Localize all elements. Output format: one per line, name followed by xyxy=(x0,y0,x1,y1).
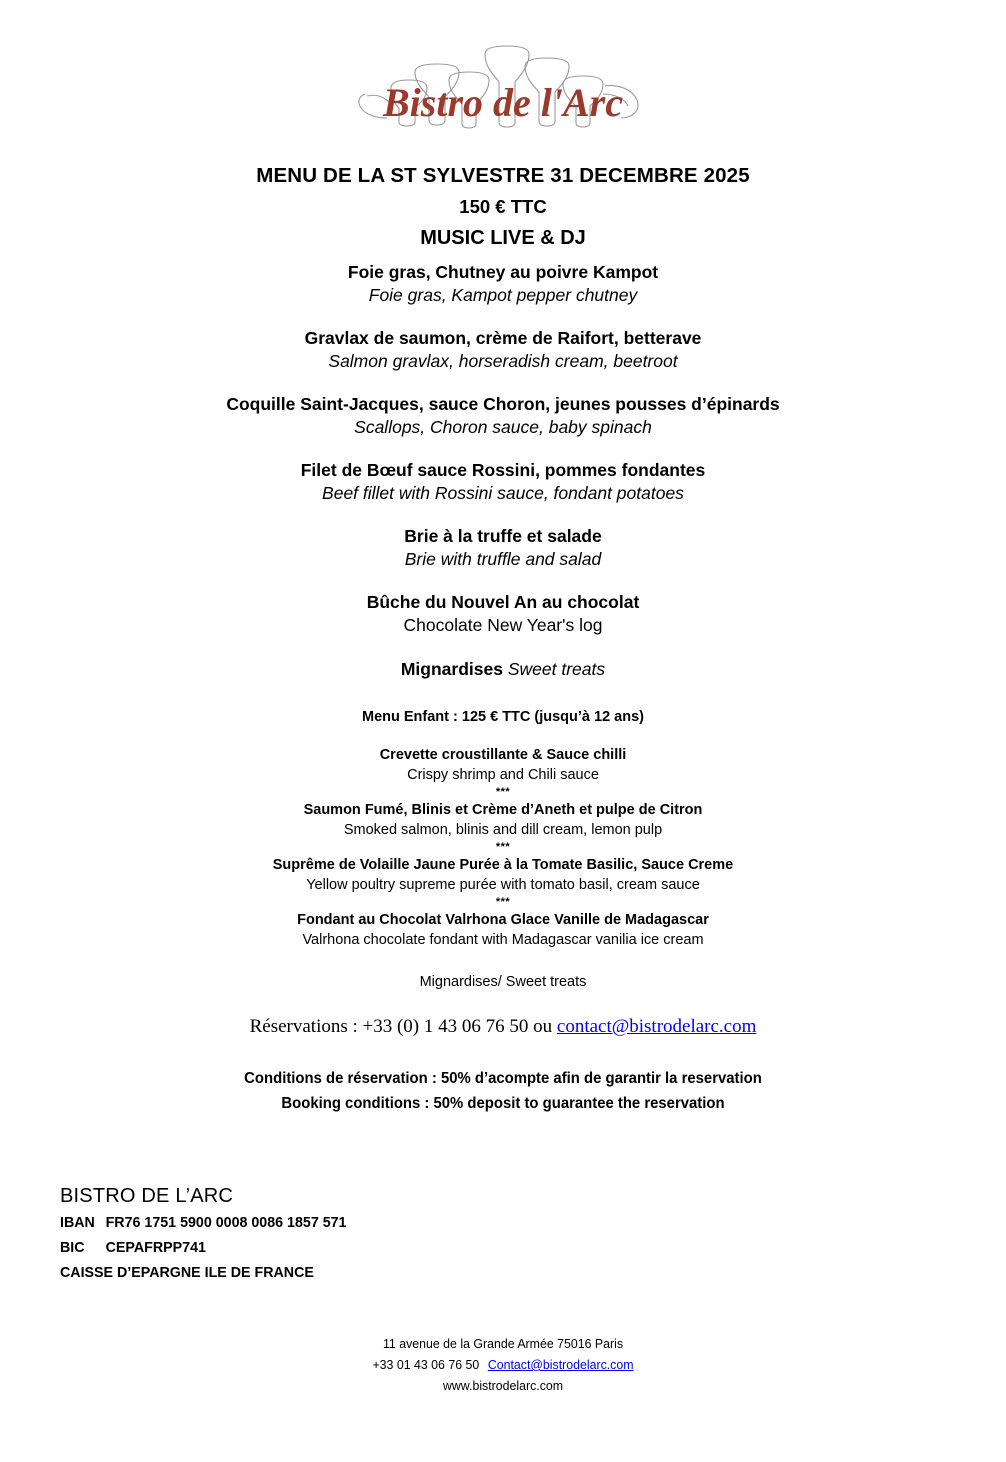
bic-value: CEPAFRPP741 xyxy=(105,1239,206,1256)
child-course-name-fr: Saumon Fumé, Blinis et Crème d’Aneth et pulpe de Citron xyxy=(303,802,703,818)
course-name-fr: Brie à la truffe et salade xyxy=(404,526,602,546)
course-name-fr: Foie gras, Chutney au poivre Kampot xyxy=(347,262,659,282)
course-name-fr: Coquille Saint-Jacques, sauce Choron, jeunes pousses d’épinards xyxy=(226,394,780,414)
adult-menu-courses xyxy=(0,261,1006,637)
child-course-name-en: Valrhona chocolate fondant with Madagascar vanilia ice cream xyxy=(302,932,704,948)
course-name-en: Foie gras, Kampot pepper chutney xyxy=(368,285,638,305)
course-name-en: Chocolate New Year's log xyxy=(403,615,603,635)
course-name-fr: Bûche du Nouvel An au chocolat xyxy=(366,592,640,612)
course-name-fr: Gravlax de saumon, crème de Raifort, betterave xyxy=(304,328,702,348)
booking-conditions xyxy=(0,1066,1006,1116)
course-name-fr: Filet de Bœuf sauce Rossini, pommes fondantes xyxy=(300,460,706,480)
course-separator: *** xyxy=(495,841,511,853)
menu-header xyxy=(0,162,1006,252)
reservations-line xyxy=(0,1014,1006,1040)
bic-label: BIC xyxy=(60,1239,85,1256)
reservations-text: Réservations : +33 (0) 1 43 06 76 50 ou xyxy=(249,1016,557,1037)
menu-course xyxy=(0,591,1006,637)
footer-website: www.bistrodelarc.com xyxy=(442,1378,564,1393)
child-menu-course xyxy=(0,745,1006,800)
child-course-name-fr: Fondant au Chocolat Valrhona Glace Vanille de Madagascar xyxy=(297,912,709,928)
child-menu-course xyxy=(0,800,1006,855)
menu-course xyxy=(0,327,1006,373)
child-menu-course xyxy=(0,910,1006,950)
page-title: MENU DE LA ST SYLVESTRE 31 DECEMBRE 2025 xyxy=(256,164,750,187)
mignardises-line xyxy=(0,658,1006,681)
menu-course xyxy=(0,459,1006,505)
conditions-en: Booking conditions : 50% deposit to guarantee the reservation xyxy=(281,1095,725,1112)
child-course-name-en: Yellow poultry supreme purée with tomato basil, cream sauce xyxy=(306,877,700,893)
course-name-en: Brie with truffle and salad xyxy=(404,549,602,569)
music-line: MUSIC LIVE & DJ xyxy=(420,227,586,249)
child-menu-courses xyxy=(0,745,1006,950)
footer-email-link[interactable]: Contact@bistrodelarc.com xyxy=(487,1357,634,1372)
bank-name: CAISSE D’EPARGNE ILE DE FRANCE xyxy=(60,1264,314,1281)
restaurant-logo xyxy=(0,36,1006,148)
reservation-email-link[interactable]: contact@bistrodelarc.com xyxy=(556,1016,757,1037)
child-course-name-en: Crispy shrimp and Chili sauce xyxy=(407,767,599,783)
conditions-fr: Conditions de réservation : 50% d’acompte afin de garantir la reservation xyxy=(244,1070,762,1087)
bic-row xyxy=(60,1235,959,1260)
child-menu-course xyxy=(0,855,1006,910)
menu-price: 150 € TTC xyxy=(459,196,547,217)
menu-course xyxy=(0,525,1006,571)
footer-address: 11 avenue de la Grande Armée 75016 Paris xyxy=(382,1336,624,1351)
child-sweet-treats: Mignardises/ Sweet treats xyxy=(419,974,587,990)
page-footer xyxy=(0,1333,1006,1396)
course-name-en: Beef fillet with Rossini sauce, fondant potatoes xyxy=(322,483,684,503)
course-name-en: Scallops, Choron sauce, baby spinach xyxy=(354,417,652,437)
child-menu-heading: Menu Enfant : 125 € TTC (jusqu’à 12 ans) xyxy=(362,709,644,725)
iban-value: FR76 1751 5900 0008 0086 1857 571 xyxy=(105,1214,347,1231)
bank-account-name: BISTRO DE L’ARC xyxy=(60,1185,234,1207)
iban-row xyxy=(60,1210,959,1235)
course-name-en: Salmon gravlax, horseradish cream, beetroot xyxy=(328,351,678,371)
bank-details xyxy=(0,1182,1006,1285)
course-separator: *** xyxy=(495,896,511,908)
course-separator: *** xyxy=(495,786,511,798)
wine-glasses-logo-icon xyxy=(353,36,653,141)
child-course-name-en: Smoked salmon, blinis and dill cream, lemon pulp xyxy=(343,822,663,838)
logo-text: Bistro de l'Arc xyxy=(382,80,624,125)
mignardises-fr: Mignardises xyxy=(400,659,503,679)
menu-course xyxy=(0,393,1006,439)
menu-course xyxy=(0,261,1006,307)
iban-label: IBAN xyxy=(60,1214,95,1231)
child-course-name-fr: Suprême de Volaille Jaune Purée à la Tomate Basilic, Sauce Creme xyxy=(272,857,734,873)
menu-document xyxy=(0,36,1006,1462)
footer-contact-row xyxy=(25,1354,981,1375)
footer-phone: +33 01 43 06 76 50 xyxy=(372,1357,480,1372)
child-course-name-fr: Crevette croustillante & Sauce chilli xyxy=(379,747,627,763)
mignardises-en: Sweet treats xyxy=(507,659,606,679)
